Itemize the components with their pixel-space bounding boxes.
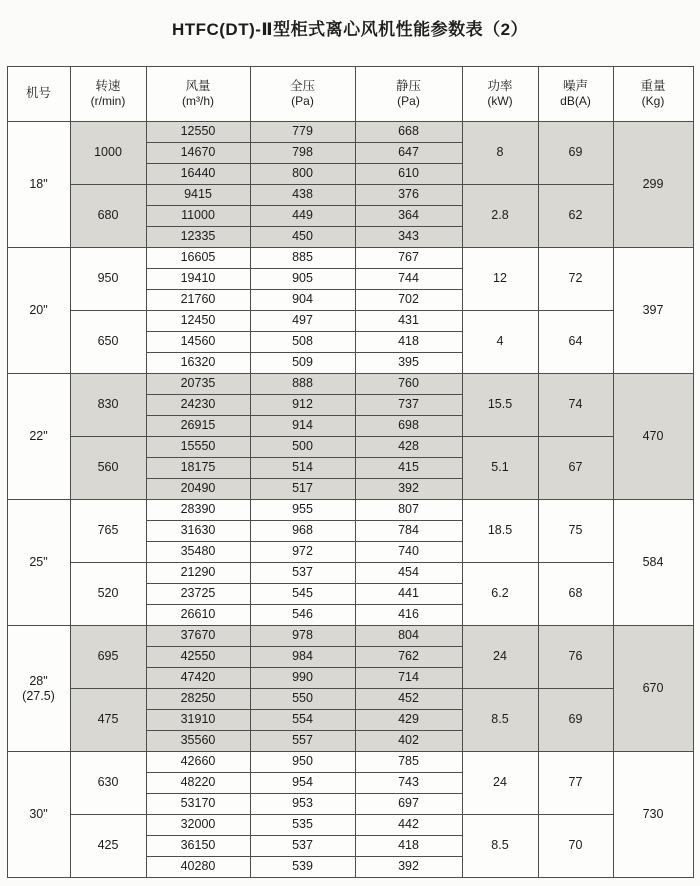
total-pressure-cell: 509: [250, 353, 355, 374]
airflow-cell: 16440: [146, 164, 250, 185]
airflow-cell: 18175: [146, 458, 250, 479]
col-header-speed-label: 转速: [95, 78, 121, 93]
col-header-total-pressure-label: 全压: [289, 78, 315, 93]
noise-cell: 69: [538, 689, 613, 752]
airflow-cell: 37670: [146, 626, 250, 647]
page-title: HTFC(DT)-Ⅱ型柜式离心风机性能参数表（2）: [171, 20, 529, 39]
data-row: [7, 563, 693, 584]
data-row: [7, 815, 693, 836]
weight-cell: 670: [613, 626, 693, 752]
airflow-cell: 16320: [146, 353, 250, 374]
total-pressure-cell: 990: [250, 668, 355, 689]
airflow-cell: 23725: [146, 584, 250, 605]
static-pressure-cell: 429: [355, 710, 462, 731]
col-header-airflow-label: 风量: [185, 78, 211, 93]
airflow-cell: 47420: [146, 668, 250, 689]
total-pressure-cell: 978: [250, 626, 355, 647]
speed-cell: 560: [70, 437, 146, 500]
static-pressure-cell: 785: [355, 752, 462, 773]
static-pressure-cell: 428: [355, 437, 462, 458]
total-pressure-cell: 497: [250, 311, 355, 332]
col-header-weight: 重量 (Kg): [613, 67, 693, 122]
noise-cell: 64: [538, 311, 613, 374]
airflow-cell: 48220: [146, 773, 250, 794]
power-cell: 18.5: [462, 500, 538, 563]
total-pressure-cell: 912: [250, 395, 355, 416]
static-pressure-cell: 431: [355, 311, 462, 332]
noise-cell: 67: [538, 437, 613, 500]
total-pressure-cell: 546: [250, 605, 355, 626]
total-pressure-cell: 905: [250, 269, 355, 290]
airflow-cell: 42550: [146, 647, 250, 668]
data-row: [7, 689, 693, 710]
total-pressure-cell: 537: [250, 836, 355, 857]
power-cell: 5.1: [462, 437, 538, 500]
static-pressure-cell: 760: [355, 374, 462, 395]
total-pressure-cell: 557: [250, 731, 355, 752]
total-pressure-cell: 539: [250, 857, 355, 878]
noise-cell: 68: [538, 563, 613, 626]
noise-cell: 69: [538, 122, 613, 185]
power-cell: 8.5: [462, 815, 538, 878]
total-pressure-cell: 888: [250, 374, 355, 395]
col-header-power: 功率 (kW): [462, 67, 538, 122]
noise-cell: 70: [538, 815, 613, 878]
static-pressure-cell: 376: [355, 185, 462, 206]
airflow-cell: 16605: [146, 248, 250, 269]
airflow-cell: 19410: [146, 269, 250, 290]
power-cell: 15.5: [462, 374, 538, 437]
static-pressure-cell: 454: [355, 563, 462, 584]
weight-cell: 397: [613, 248, 693, 374]
airflow-cell: 35480: [146, 542, 250, 563]
airflow-cell: 9415: [146, 185, 250, 206]
total-pressure-cell: 517: [250, 479, 355, 500]
weight-cell: 299: [613, 122, 693, 248]
total-pressure-cell: 508: [250, 332, 355, 353]
airflow-cell: 35560: [146, 731, 250, 752]
total-pressure-cell: 500: [250, 437, 355, 458]
static-pressure-cell: 442: [355, 815, 462, 836]
speed-cell: 765: [70, 500, 146, 563]
airflow-cell: 11000: [146, 206, 250, 227]
airflow-cell: 21760: [146, 290, 250, 311]
power-cell: 6.2: [462, 563, 538, 626]
weight-cell: 470: [613, 374, 693, 500]
static-pressure-cell: 767: [355, 248, 462, 269]
speed-cell: 1000: [70, 122, 146, 185]
airflow-cell: 36150: [146, 836, 250, 857]
static-pressure-cell: 418: [355, 836, 462, 857]
col-header-speed: 转速 (r/min): [70, 67, 146, 122]
airflow-cell: 24230: [146, 395, 250, 416]
static-pressure-cell: 418: [355, 332, 462, 353]
static-pressure-cell: 737: [355, 395, 462, 416]
performance-table: [7, 66, 694, 878]
airflow-cell: 20490: [146, 479, 250, 500]
total-pressure-cell: 514: [250, 458, 355, 479]
static-pressure-cell: 452: [355, 689, 462, 710]
total-pressure-cell: 438: [250, 185, 355, 206]
static-pressure-cell: 744: [355, 269, 462, 290]
static-pressure-cell: 804: [355, 626, 462, 647]
model-cell: 20": [7, 248, 70, 374]
static-pressure-cell: 697: [355, 794, 462, 815]
static-pressure-cell: 402: [355, 731, 462, 752]
power-cell: 8.5: [462, 689, 538, 752]
col-header-noise: 噪声 dB(A): [538, 67, 613, 122]
data-row: [7, 248, 693, 269]
col-header-weight-label: 重量: [640, 78, 666, 93]
weight-cell: 584: [613, 500, 693, 626]
static-pressure-cell: 395: [355, 353, 462, 374]
total-pressure-cell: 554: [250, 710, 355, 731]
data-row: [7, 500, 693, 521]
speed-cell: 475: [70, 689, 146, 752]
static-pressure-cell: 392: [355, 479, 462, 500]
total-pressure-cell: 953: [250, 794, 355, 815]
total-pressure-cell: 968: [250, 521, 355, 542]
total-pressure-cell: 537: [250, 563, 355, 584]
data-row: [7, 437, 693, 458]
noise-cell: 72: [538, 248, 613, 311]
static-pressure-cell: 702: [355, 290, 462, 311]
total-pressure-cell: 535: [250, 815, 355, 836]
static-pressure-cell: 416: [355, 605, 462, 626]
model-cell: 18": [7, 122, 70, 248]
data-row: [7, 374, 693, 395]
airflow-cell: 26915: [146, 416, 250, 437]
static-pressure-cell: 740: [355, 542, 462, 563]
total-pressure-cell: 798: [250, 143, 355, 164]
total-pressure-cell: 550: [250, 689, 355, 710]
speed-cell: 695: [70, 626, 146, 689]
speed-cell: 950: [70, 248, 146, 311]
col-header-static-pressure-label: 静压: [395, 78, 421, 93]
speed-cell: 520: [70, 563, 146, 626]
power-cell: 12: [462, 248, 538, 311]
airflow-cell: 42660: [146, 752, 250, 773]
speed-cell: 630: [70, 752, 146, 815]
power-cell: 8: [462, 122, 538, 185]
airflow-cell: 14670: [146, 143, 250, 164]
static-pressure-cell: 392: [355, 857, 462, 878]
col-header-noise-label: 噪声: [562, 78, 588, 93]
total-pressure-cell: 914: [250, 416, 355, 437]
static-pressure-cell: 343: [355, 227, 462, 248]
airflow-cell: 12550: [146, 122, 250, 143]
model-cell: 22": [7, 374, 70, 500]
data-row: [7, 122, 693, 143]
total-pressure-cell: 972: [250, 542, 355, 563]
power-cell: 24: [462, 752, 538, 815]
header-row: [7, 67, 693, 122]
total-pressure-cell: 779: [250, 122, 355, 143]
col-header-power-label: 功率: [487, 78, 513, 93]
speed-cell: 650: [70, 311, 146, 374]
static-pressure-cell: 668: [355, 122, 462, 143]
total-pressure-cell: 545: [250, 584, 355, 605]
total-pressure-cell: 955: [250, 500, 355, 521]
col-header-airflow: 风量 (m³/h): [146, 67, 250, 122]
speed-cell: 425: [70, 815, 146, 878]
power-cell: 24: [462, 626, 538, 689]
noise-cell: 62: [538, 185, 613, 248]
static-pressure-cell: 441: [355, 584, 462, 605]
airflow-cell: 28390: [146, 500, 250, 521]
airflow-cell: 32000: [146, 815, 250, 836]
airflow-cell: 31630: [146, 521, 250, 542]
total-pressure-cell: 950: [250, 752, 355, 773]
model-cell: 28" (27.5): [7, 626, 70, 752]
total-pressure-cell: 449: [250, 206, 355, 227]
data-row: [7, 626, 693, 647]
col-header-total-pressure: 全压 (Pa): [250, 67, 355, 122]
total-pressure-cell: 800: [250, 164, 355, 185]
noise-cell: 75: [538, 500, 613, 563]
power-cell: 2.8: [462, 185, 538, 248]
data-row: [7, 752, 693, 773]
static-pressure-cell: 698: [355, 416, 462, 437]
data-row: [7, 185, 693, 206]
col-header-model: [7, 67, 70, 122]
total-pressure-cell: 984: [250, 647, 355, 668]
col-header-model-label: 机号: [25, 86, 51, 101]
airflow-cell: 12450: [146, 311, 250, 332]
noise-cell: 74: [538, 374, 613, 437]
static-pressure-cell: 364: [355, 206, 462, 227]
total-pressure-cell: 954: [250, 773, 355, 794]
power-cell: 4: [462, 311, 538, 374]
static-pressure-cell: 784: [355, 521, 462, 542]
static-pressure-cell: 610: [355, 164, 462, 185]
model-cell: 25": [7, 500, 70, 626]
total-pressure-cell: 450: [250, 227, 355, 248]
airflow-cell: 15550: [146, 437, 250, 458]
noise-cell: 77: [538, 752, 613, 815]
airflow-cell: 28250: [146, 689, 250, 710]
col-header-static-pressure: 静压 (Pa): [355, 67, 462, 122]
speed-cell: 830: [70, 374, 146, 437]
data-row: [7, 311, 693, 332]
static-pressure-cell: 743: [355, 773, 462, 794]
airflow-cell: 40280: [146, 857, 250, 878]
static-pressure-cell: 807: [355, 500, 462, 521]
airflow-cell: 12335: [146, 227, 250, 248]
static-pressure-cell: 714: [355, 668, 462, 689]
static-pressure-cell: 647: [355, 143, 462, 164]
airflow-cell: 53170: [146, 794, 250, 815]
noise-cell: 76: [538, 626, 613, 689]
total-pressure-cell: 885: [250, 248, 355, 269]
airflow-cell: 26610: [146, 605, 250, 626]
weight-cell: 730: [613, 752, 693, 878]
static-pressure-cell: 762: [355, 647, 462, 668]
model-cell: 30": [7, 752, 70, 878]
static-pressure-cell: 415: [355, 458, 462, 479]
airflow-cell: 20735: [146, 374, 250, 395]
airflow-cell: 31910: [146, 710, 250, 731]
airflow-cell: 14560: [146, 332, 250, 353]
airflow-cell: 21290: [146, 563, 250, 584]
total-pressure-cell: 904: [250, 290, 355, 311]
speed-cell: 680: [70, 185, 146, 248]
